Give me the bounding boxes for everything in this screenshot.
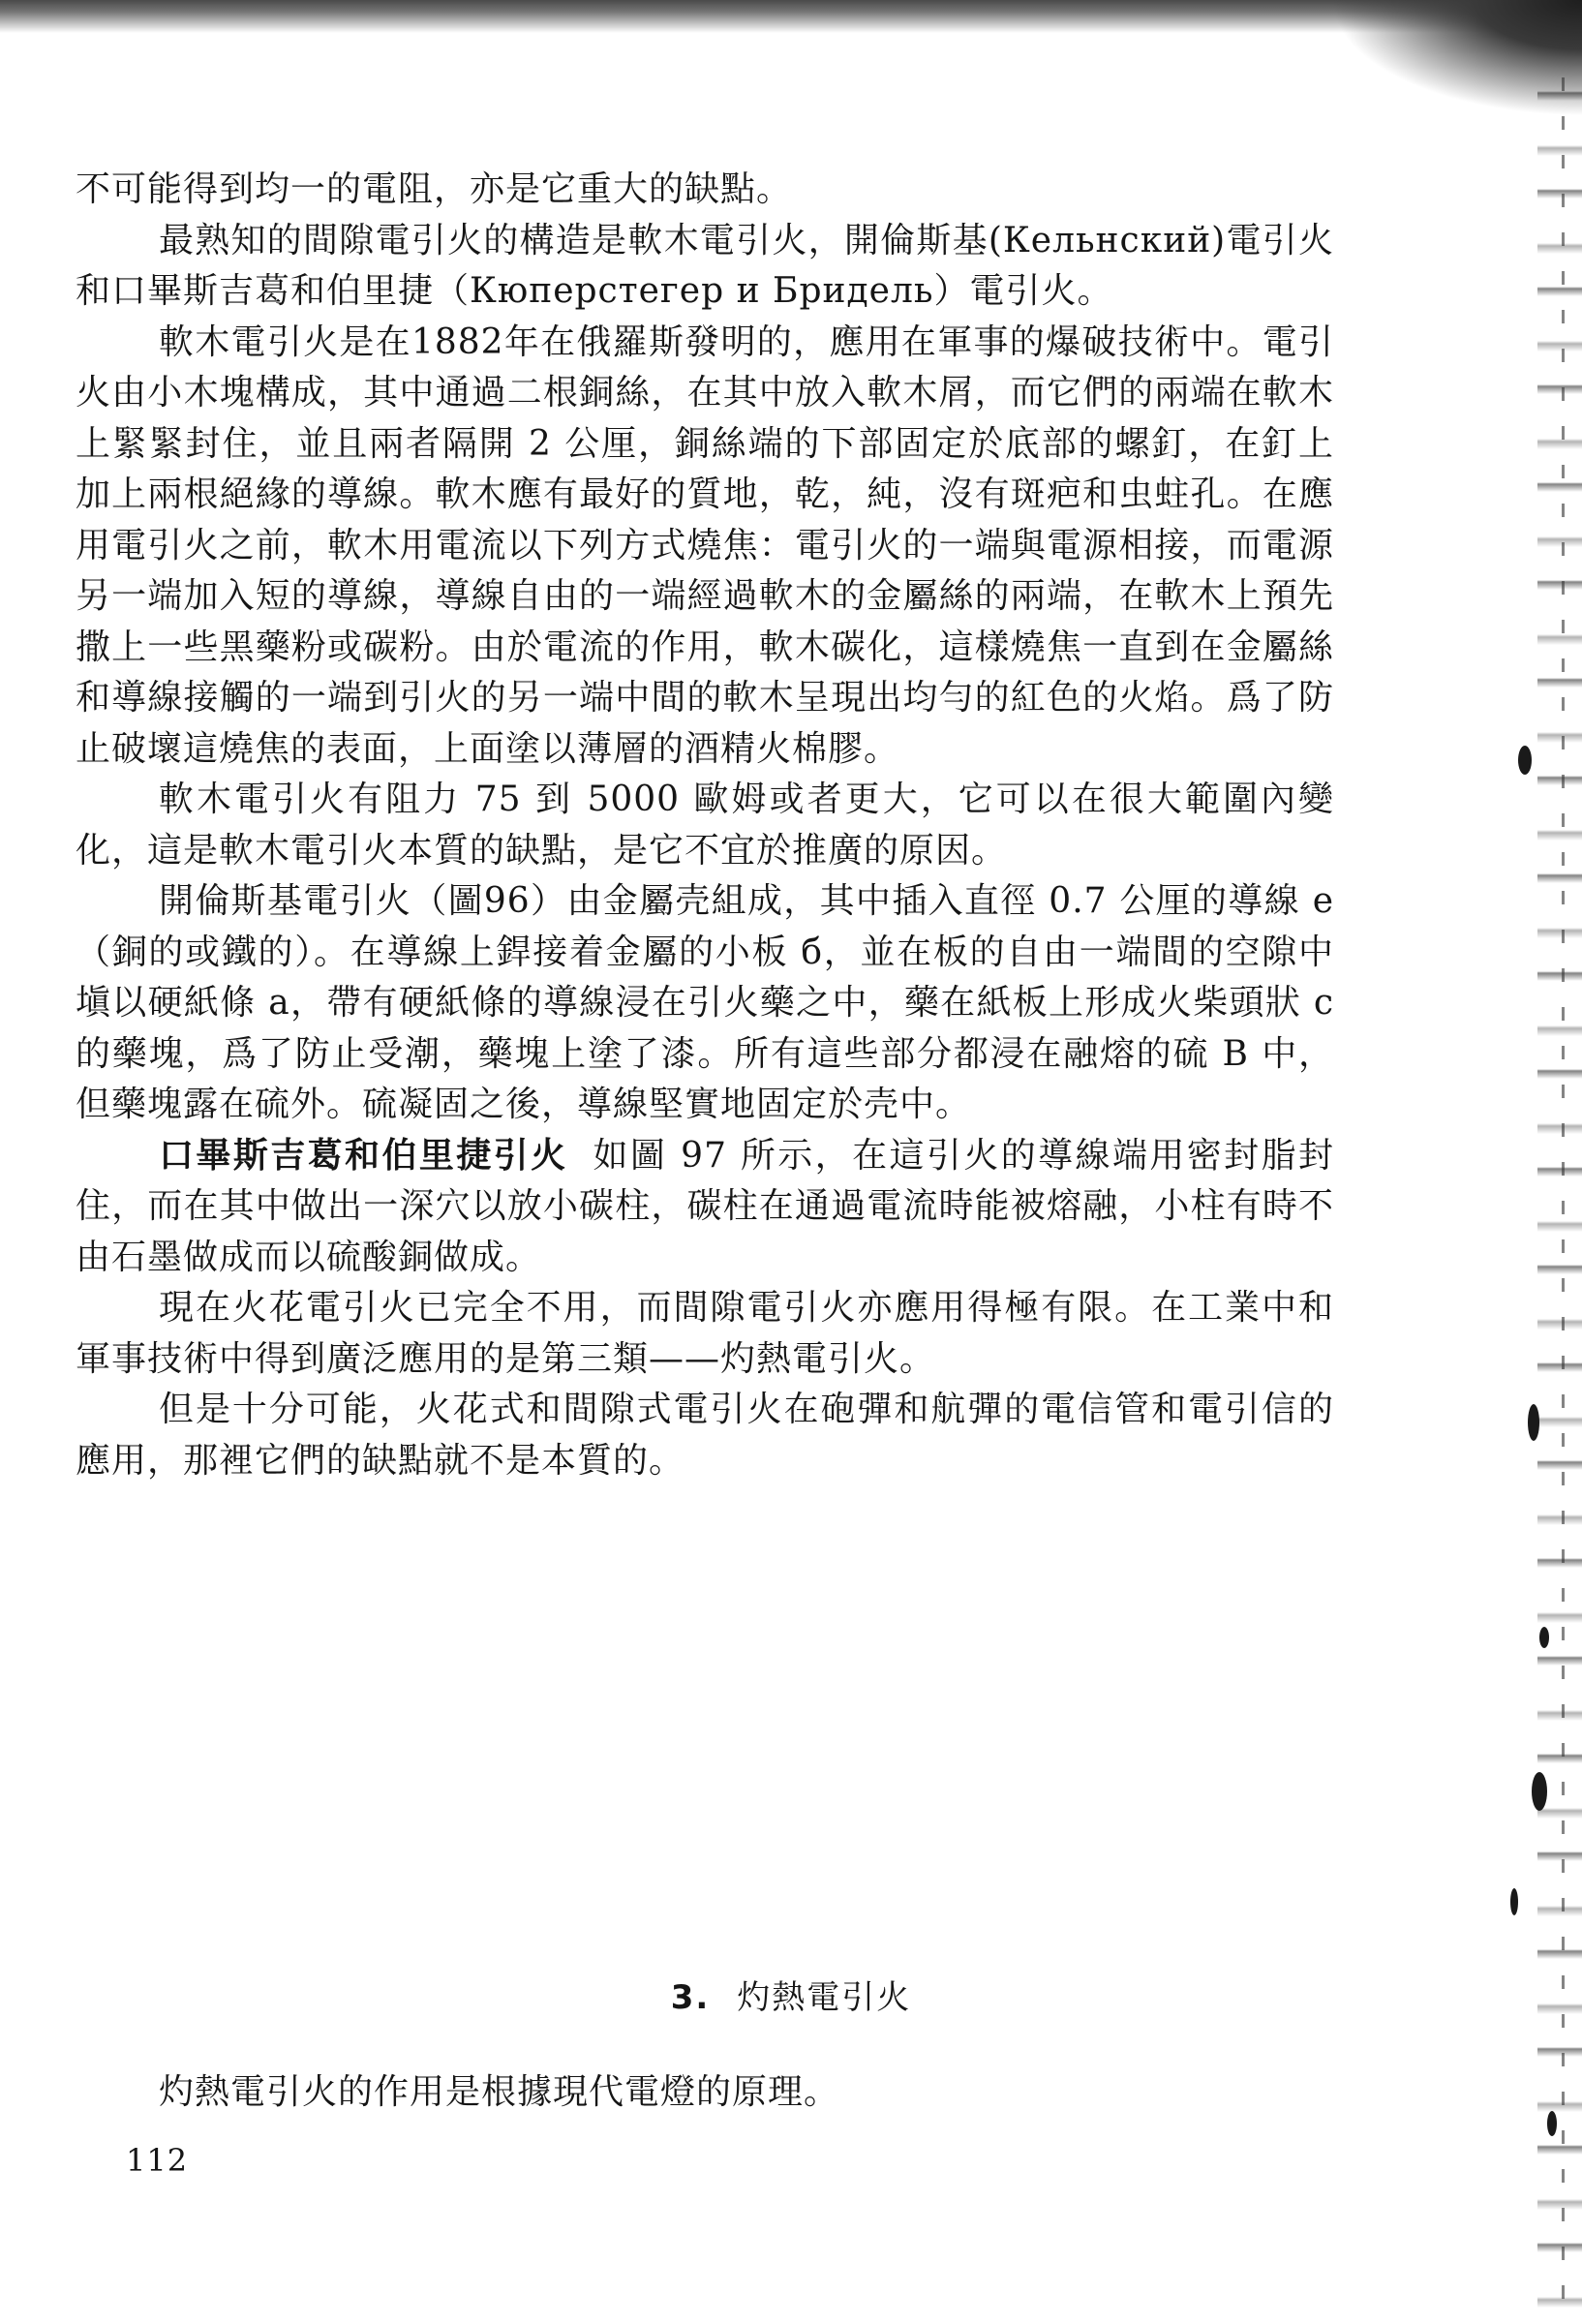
- section-title: 灼熱電引火: [737, 1978, 912, 2017]
- paragraph: [76, 1131, 1334, 1284]
- scan-speck: [1547, 2111, 1557, 2136]
- paragraph: 開倫斯基電引火（圖96）由金屬壳組成，其中插入直徑 0.7 公厘的導線 e（銅的或鐵的）。在導線上銲接着金屬的小板 б，並在板的自由一端間的空隙中塡以硬紙條 a，帶有硬紙條的導線浸在引火藥之中，藥在紙板上形成火柴頭狀 c 的藥塊，爲了防止受潮，藥塊上塗了漆。所有這些部分都浸在融熔的硫 B 中，但藥塊露在硫外。硫凝固之後，導線堅實地固定於壳中。: [76, 881, 1334, 1124]
- scan-speck: [1510, 1888, 1518, 1915]
- body-text: [76, 165, 1334, 1486]
- section-number: 3.: [670, 1978, 711, 2017]
- paragraph: 不可能得到均一的電阻，亦是它重大的缺點。: [76, 169, 793, 209]
- section-heading: [0, 1971, 1582, 2018]
- paragraph: 但是十分可能，火花式和間隙式電引火在砲彈和航彈的電信管和電引信的應用，那裡它們的缺點就不是本質的。: [76, 1390, 1334, 1481]
- scan-speck: [1539, 1627, 1549, 1648]
- scan-speck: [1518, 746, 1532, 775]
- page-number: 112: [126, 2142, 189, 2179]
- paragraph: 最熟知的間隙電引火的構造是軟木電引火，開倫斯基(Кельнский)電引火和口畢斯吉葛和伯里捷（Кюперстегер и Бридель）電引火。: [76, 220, 1334, 311]
- closing-paragraph: 灼熱電引火的作用是根據現代電燈的原理。: [159, 2072, 840, 2112]
- paragraph-text: 如圖 97 所示，在這引火的導線端用密封脂封住，而在其中做出一深穴以放小碳柱，碳柱在通過電流時能被熔融，小柱有時不由石墨做成而以硫酸銅做成。: [76, 1135, 1334, 1277]
- paragraph: 軟木電引火有阻力 75 到 5000 歐姆或者更大，它可以在很大範圍內變化，這是軟木電引火本質的缺點，是它不宜於推廣的原因。: [76, 780, 1334, 871]
- scan-speck: [1532, 1772, 1547, 1811]
- paragraph-lead-title: 口畢斯吉葛和伯里捷引火: [159, 1135, 568, 1176]
- scan-speck: [1528, 1404, 1539, 1441]
- paragraph: 軟木電引火是在1882年在俄羅斯發明的，應用在軍事的爆破技術中。電引火由小木塊構成，其中通過二根銅絲，在其中放入軟木屑，而它們的兩端在軟木上緊緊封住，並且兩者隔開 2 公厘，銅絲端的下部固定於底部的螺釘，在釘上加上兩根絕緣的導線。軟木應有最好的質地，乾，純，沒有斑疤和虫蛀孔。在應用電引火之前，軟木用電流以下列方式燒焦：電引火的一端與電源相接，而電源另一端加入短的導線，導線自由的一端經過軟木的金屬絲的兩端，在軟木上預先撒上一些黑藥粉或碳粉。由於電流的作用，軟木碳化，這樣燒焦一直到在金屬絲和導線接觸的一端到引火的另一端中間的軟木呈現出均勻的紅色的火焰。爲了防止破壞這燒焦的表面，上面塗以薄層的酒精火棉膠。: [76, 321, 1334, 769]
- paragraph: 現在火花電引火已完全不用，而間隙電引火亦應用得極有限。在工業中和軍事技術中得到廣泛應用的是第三類——灼熱電引火。: [76, 1288, 1334, 1379]
